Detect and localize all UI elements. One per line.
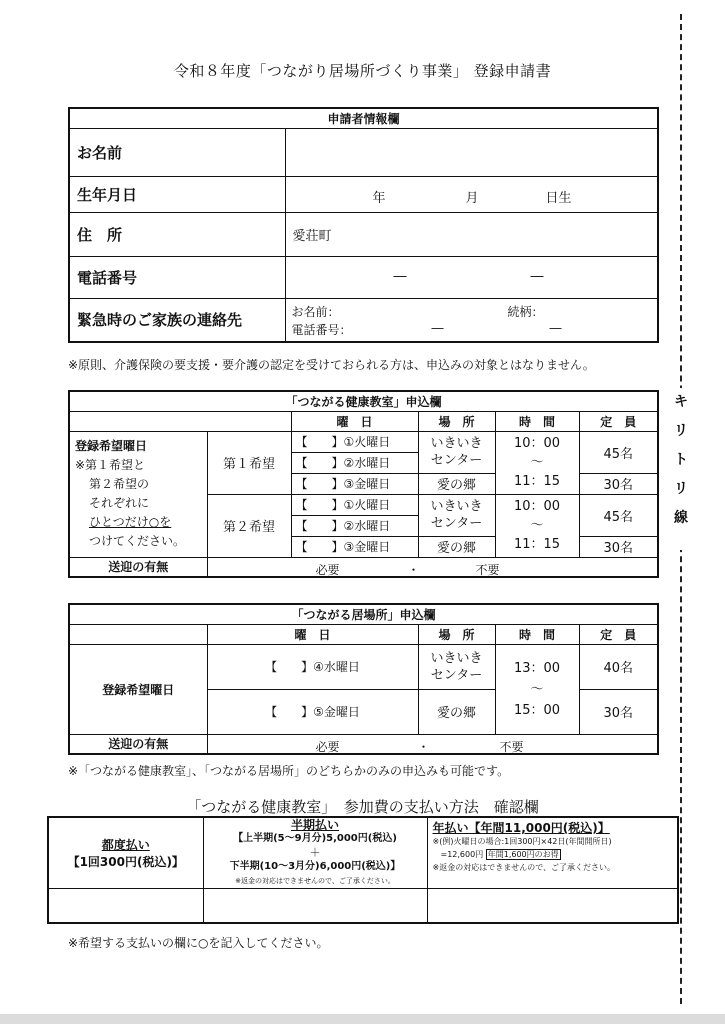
health-class-header: 「つながる健康教室」申込欄 <box>69 391 658 411</box>
gp-transport-label: 送迎の有無 <box>69 734 207 754</box>
time-slot-1: 10：00 ～ 11：15 <box>495 431 579 494</box>
applicant-info-table <box>68 107 659 343</box>
cut-line-label: キ リ ト リ 線 <box>668 388 694 550</box>
choice2-option-tue[interactable]: 【 】①火曜日 <box>291 494 418 515</box>
health-class-table <box>68 390 659 578</box>
choice2-option-wed[interactable]: 【 】②水曜日 <box>291 515 418 536</box>
gp-option-fri[interactable]: 【 】⑤金曜日 <box>207 689 418 734</box>
payment-section-title: 「つながる健康教室」 参加費の支払い方法 確認欄 <box>186 798 539 816</box>
emergency-dash-2: ― <box>549 320 562 335</box>
gp-time-slot: 13：00 ～ 15：00 <box>495 644 579 734</box>
col-capacity: 定 員 <box>579 411 658 431</box>
phone-field[interactable] <box>285 256 658 298</box>
choice1-option-tue[interactable]: 【 】①火曜日 <box>291 431 418 452</box>
transport-need[interactable]: 必要 <box>315 562 340 577</box>
col-time: 時 間 <box>495 411 579 431</box>
time-slot-2: 10：00 ～ 11：15 <box>495 494 579 557</box>
place-ikiiki-2: いきいき センター <box>418 494 495 536</box>
capacity-45-2: 45名 <box>579 494 658 536</box>
place-ikiiki-1: いきいき センター <box>418 431 495 473</box>
pay-per-session-mark[interactable] <box>48 889 203 923</box>
payment-table <box>47 816 679 924</box>
applicant-header: 申請者情報欄 <box>69 108 658 128</box>
emergency-relation-label: 続柄： <box>507 304 544 319</box>
birthdate-field[interactable] <box>285 176 658 212</box>
gp-transport-need[interactable]: 必要 <box>315 739 340 754</box>
capacity-45-1: 45名 <box>579 431 658 473</box>
transport-label: 送迎の有無 <box>69 557 207 577</box>
gathering-place-table <box>68 603 659 755</box>
choice1-option-wed[interactable]: 【 】②水曜日 <box>291 452 418 473</box>
page-title: 令和８年度「つながり居場所づくり事業」 登録申請書 <box>173 62 552 80</box>
gp-place-ikiiki: いきいき センター <box>418 644 495 689</box>
pay-per-session: 都度払い 【1回300円(税込)】 <box>48 817 203 889</box>
first-choice-label: 第１希望 <box>207 431 291 494</box>
birth-year-label: 年 <box>372 190 386 206</box>
transport-dot: ・ <box>407 562 420 577</box>
address-field[interactable]: 愛荘町 <box>285 212 658 256</box>
gathering-place-header: 「つながる居場所」申込欄 <box>69 604 658 624</box>
annual-savings-badge: 年間1,600円のお得 <box>487 850 559 859</box>
eligibility-note: ※原則、介護保険の要支援・要介護の認定を受けておられる方は、申込みの対象とはなりません。 <box>68 358 595 372</box>
col-day: 曜 日 <box>291 411 418 431</box>
capacity-30-2: 30名 <box>579 536 658 557</box>
page-bottom-edge <box>0 1014 725 1024</box>
gp-col-day: 曜 日 <box>207 624 418 644</box>
birthdate-label: 生年月日 <box>69 176 285 212</box>
emergency-contact-label: 緊急時のご家族の連絡先 <box>69 298 285 342</box>
gp-preference-label: 登録希望曜日 <box>69 644 207 734</box>
capacity-30-1: 30名 <box>579 473 658 494</box>
place-ainosato-1: 愛の郷 <box>418 473 495 494</box>
gp-col-capacity: 定 員 <box>579 624 658 644</box>
name-label: お名前 <box>69 128 285 176</box>
gp-col-place: 場 所 <box>418 624 495 644</box>
birth-month-label: 月 <box>465 190 479 206</box>
gp-capacity-30: 30名 <box>579 689 658 734</box>
second-choice-label: 第２希望 <box>207 494 291 557</box>
gp-place-ainosato: 愛の郷 <box>418 689 495 734</box>
preference-instructions: 登録希望曜日 ※第１希望と 第２希望の それぞれに ひとつだけ○を つけてください。 <box>69 431 207 557</box>
phone-dash-1: ― <box>393 268 407 284</box>
gp-transport-dot: ・ <box>417 739 430 754</box>
either-application-note: ※「つながる健康教室」、「つながる居場所」のどちらかのみの申込みも可能です。 <box>68 764 510 778</box>
choice1-option-fri[interactable]: 【 】③金曜日 <box>291 473 418 494</box>
gp-option-wed[interactable]: 【 】④水曜日 <box>207 644 418 689</box>
pay-annual: 年払い【年間11,000円(税込)】 ※(例)火曜日の場合:1回300円×42日(年間開所日) =12,600円 年間1,600円のお得 ※返金の対応はできませんので、ご了承ください。 <box>427 817 678 889</box>
transport-not-need[interactable]: 不要 <box>475 562 500 577</box>
payment-mark-note: ※希望する支払いの欄に○を記入してください。 <box>68 936 329 950</box>
phone-dash-2: ― <box>530 268 544 284</box>
gp-transport-options <box>207 734 658 754</box>
gp-col-time: 時 間 <box>495 624 579 644</box>
transport-options <box>207 557 658 577</box>
pay-annual-mark[interactable] <box>427 889 678 923</box>
address-label: 住 所 <box>69 212 285 256</box>
emergency-dash-1: ― <box>431 320 444 335</box>
gp-transport-not-need[interactable]: 不要 <box>499 739 524 754</box>
choice2-option-fri[interactable]: 【 】③金曜日 <box>291 536 418 557</box>
emergency-name-label: お名前： <box>291 304 340 319</box>
phone-label: 電話番号 <box>69 256 285 298</box>
pay-half-year: 半期払い 【上半期(5～9月分)5,000円(税込) ＋ 下半期(10～3月分)6,000円(税込)】 ※返金の対応はできませんので、ご了承ください。 <box>203 817 427 889</box>
place-ainosato-2: 愛の郷 <box>418 536 495 557</box>
pay-half-year-mark[interactable] <box>203 889 427 923</box>
emergency-contact-field[interactable] <box>285 298 658 342</box>
col-place: 場 所 <box>418 411 495 431</box>
emergency-phone-label: 電話番号： <box>291 322 352 337</box>
gp-capacity-40: 40名 <box>579 644 658 689</box>
birth-day-label: 日生 <box>545 190 572 206</box>
name-field[interactable] <box>285 128 658 176</box>
